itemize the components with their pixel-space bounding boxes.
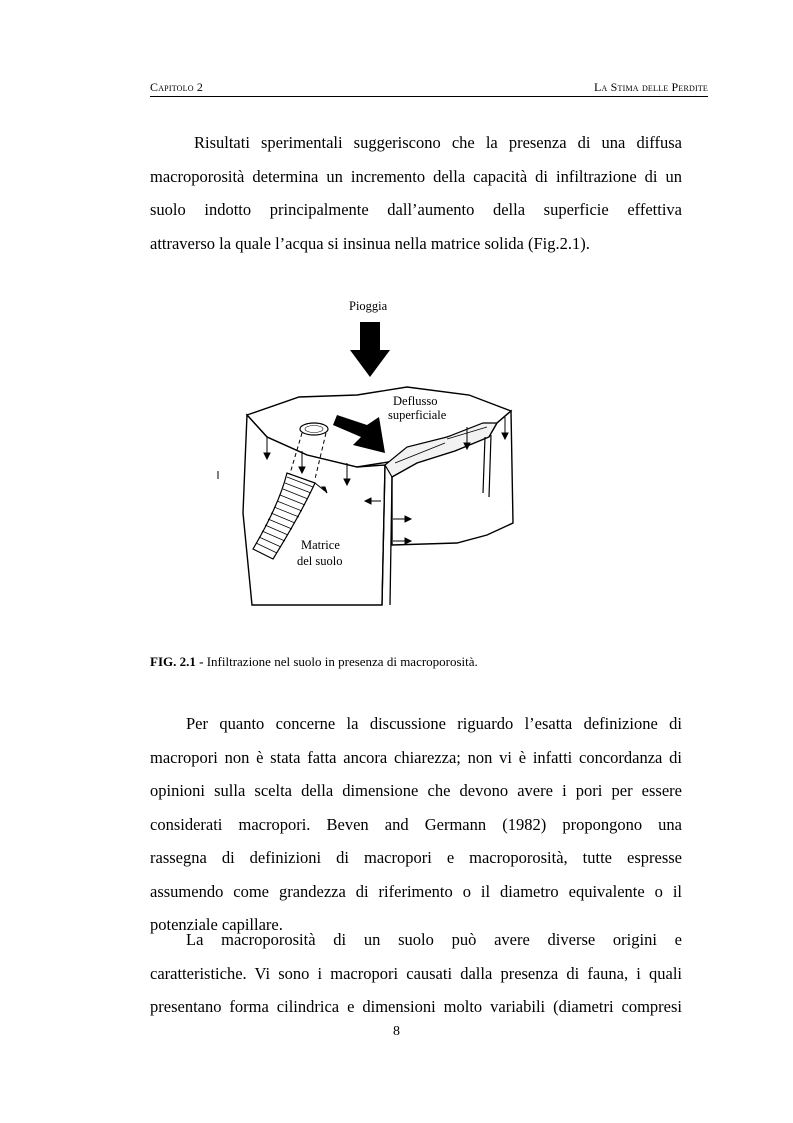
paragraph-line: opinioni sulla scelta della dimensione che devono avere i pori per essere [150,781,682,800]
caption-text: Infiltrazione nel suolo in presenza di macroporosità. [203,654,478,669]
running-header [150,80,708,97]
paragraph-line: potenziale capillare. [150,915,283,934]
paragraph-line: suolo indotto principalmente dall’aumento della superficie effettiva [150,200,682,219]
paragraph-line: caratteristiche. Vi sono i macropori causati dalla presenza di fauna, i quali [150,963,682,983]
paragraph-line: presentano forma cilindrica e dimensioni molto variabili (diametri compresi [150,997,682,1016]
figure-caption [150,654,478,670]
macroporosity-figure [207,287,541,617]
paragraph-3 [150,923,682,1024]
paragraph-2 [150,707,682,942]
paragraph-line: attraverso la quale l’acqua si insinua nella matrice solida (Fig.2.1). [150,233,590,253]
paragraph-1 [150,126,682,260]
paragraph-line: macropori non è stata fatta ancora chiarezza; non vi è infatti concordanza di [150,747,682,767]
figure-label-matrix-2: del suolo [297,554,343,568]
figure-label-runoff-1: Deflusso [393,394,438,408]
macropore-opening [300,423,328,435]
figure-label-matrix-1: Matrice [301,538,340,552]
figure-label-runoff-2: superficiale [388,408,447,422]
caption-label: FIG. 2.1 - [150,654,204,669]
paragraph-line: Per quanto concerne la discussione riguardo l’esatta definizione di [186,714,682,733]
paragraph-line: La macroporosità di un suolo può avere diverse origini e [186,930,682,949]
header-chapter: Capitolo 2 [150,80,204,94]
paragraph-line: macroporosità determina un incremento della capacità di infiltrazione di un [150,166,682,186]
rain-arrow [350,322,390,377]
page-number: 8 [393,1024,400,1039]
paragraph-line: assumendo come grandezza di riferimento o il diametro equivalente o il [150,881,682,901]
paragraph-line: Risultati sperimentali suggeriscono che la presenza di una diffusa [194,133,682,152]
figure-label-rain: Pioggia [349,299,388,313]
paragraph-line: considerati macropori. Beven and Germann (1982) propongono una [150,814,682,834]
paragraph-line: rassegna di definizioni di macropori e macroporosità, tutte espresse [150,848,682,867]
header-section-title: La Stima delle Perdite [593,80,708,94]
